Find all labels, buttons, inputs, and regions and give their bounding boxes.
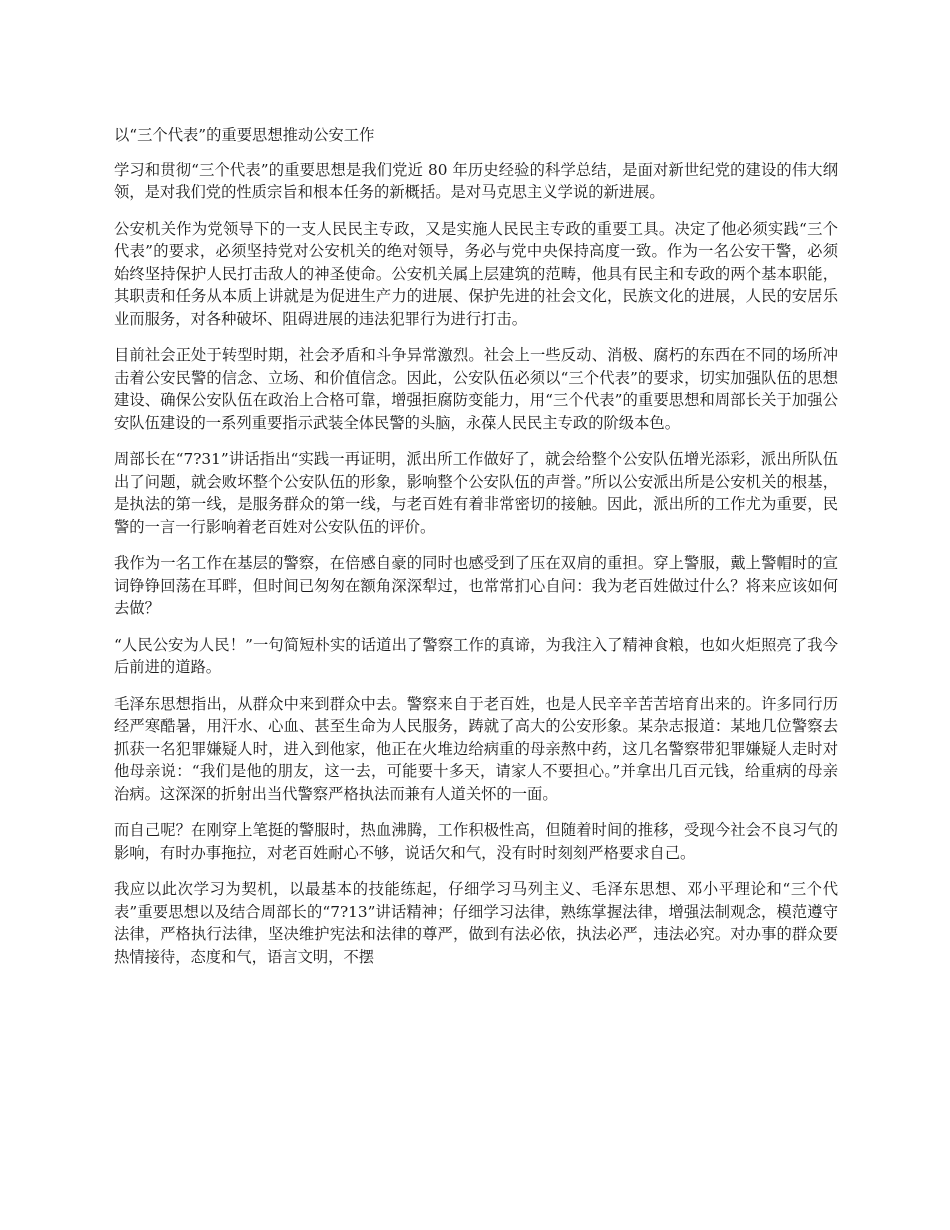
paragraph-4: 周部长在“7?31”讲话指出“实践一再证明，派出所工作做好了，就会给整个公安队伍增光添彩，派出所队伍出了问题，就会败坏整个公安队伍的形象，影响整个公安队伍的声誉。”所以公安派出所是公安机关的根基，是执法的第一线，是服务群众的第一线，与老百姓有着非常密切的接触。因此，派出所的工作尤为重要，民警的一言一行影响着老百姓对公安队伍的评价。: [114, 450, 838, 536]
document-title: 以“三个代表”的重要思想推动公安工作: [114, 126, 375, 144]
paragraph-3: 目前社会正处于转型时期，社会矛盾和斗争异常激烈。社会上一些反动、消极、腐朽的东西在不同的场所冲击着公安民警的信念、立场、和价值信念。因此，公安队伍必须以“三个代表”的要求，切实加强队伍的思想建设、确保公安队伍在政治上合格可靠，增强拒腐防变能力，用“三个代表”的重要思想和周部长关于加强公安队伍建设的一系列重要指示武装全体民警的头脑，永葆人民民主专政的阶级本色。: [114, 346, 838, 432]
paragraph-1: 学习和贯彻“三个代表”的重要思想是我们党近 80 年历史经验的科学总结，是面对新世纪党的建设的伟大纲领，是对我们党的性质宗旨和根本任务的新概括。是对马克思主义学说的新进展。: [114, 160, 838, 201]
paragraph-8: 而自己呢？在刚穿上笔挺的警服时，热血沸腾，工作积极性高，但随着时间的推移，受现今社会不良习气的影响，有时办事拖拉，对老百姓耐心不够，说话欠和气，没有时时刻刻严格要求自己。: [114, 821, 838, 862]
document-body: [114, 124, 838, 982]
paragraph-5: 我作为一名工作在基层的警察，在倍感自豪的同时也感受到了压在双肩的重担。穿上警服，戴上警帽时的宣词铮铮回荡在耳畔，但时间已匆匆在额角深深犁过，也常常扪心自问：我为老百姓做过什么？将来应该如何去做？: [114, 554, 838, 617]
paragraph-7: 毛泽东思想指出，从群众中来到群众中去。警察来自于老百姓，也是人民辛辛苦苦培育出来的。许多同行历经严寒酷暑，用汗水、心血、甚至生命为人民服务，踌就了高大的公安形象。某杂志报道：某地几位警察去抓获一名犯罪嫌疑人时，进入到他家，他正在火堆边给病重的母亲熬中药，这几名警察带犯罪嫌疑人走时对他母亲说：“我们是他的朋友，这一去，可能要十多天，请家人不要担心。”并拿出几百元钱，给重病的母亲治病。这深深的折射出当代警察严格执法而兼有人道关怀的一面。: [114, 694, 838, 803]
paragraph-6: “人民公安为人民！”一句简短朴实的话道出了警察工作的真谛，为我注入了精神食粮，也如火炬照亮了我今后前进的道路。: [114, 635, 838, 676]
paragraph-2: 公安机关作为党领导下的一支人民民主专政，又是实施人民民主专政的重要工具。决定了他必须实践“三个代表”的要求，必须坚持党对公安机关的绝对领导，务必与党中央保持高度一致。作为一名公安干警，必须始终坚持保护人民打击敌人的神圣使命。公安机关属上层建筑的范畴，他具有民主和专政的两个基本职能，其职责和任务从本质上讲就是为促进生产力的进展、保护先进的社会文化，民族文化的进展，人民的安居乐业而服务，对各种破坏、阻碍进展的违法犯罪行为进行打击。: [114, 219, 838, 328]
paragraph-9: 我应以此次学习为契机，以最基本的技能练起，仔细学习马列主义、毛泽东思想、邓小平理论和“三个代表”重要思想以及结合周部长的“7?13”讲话精神；仔细学习法律，熟练掌握法律，增强法制观念，模范遵守法律，严格执行法律，坚决维护宪法和法律的尊严，做到有法必依，执法必严，违法必究。对办事的群众要热情接待，态度和气，语言文明，不摆: [114, 880, 838, 966]
